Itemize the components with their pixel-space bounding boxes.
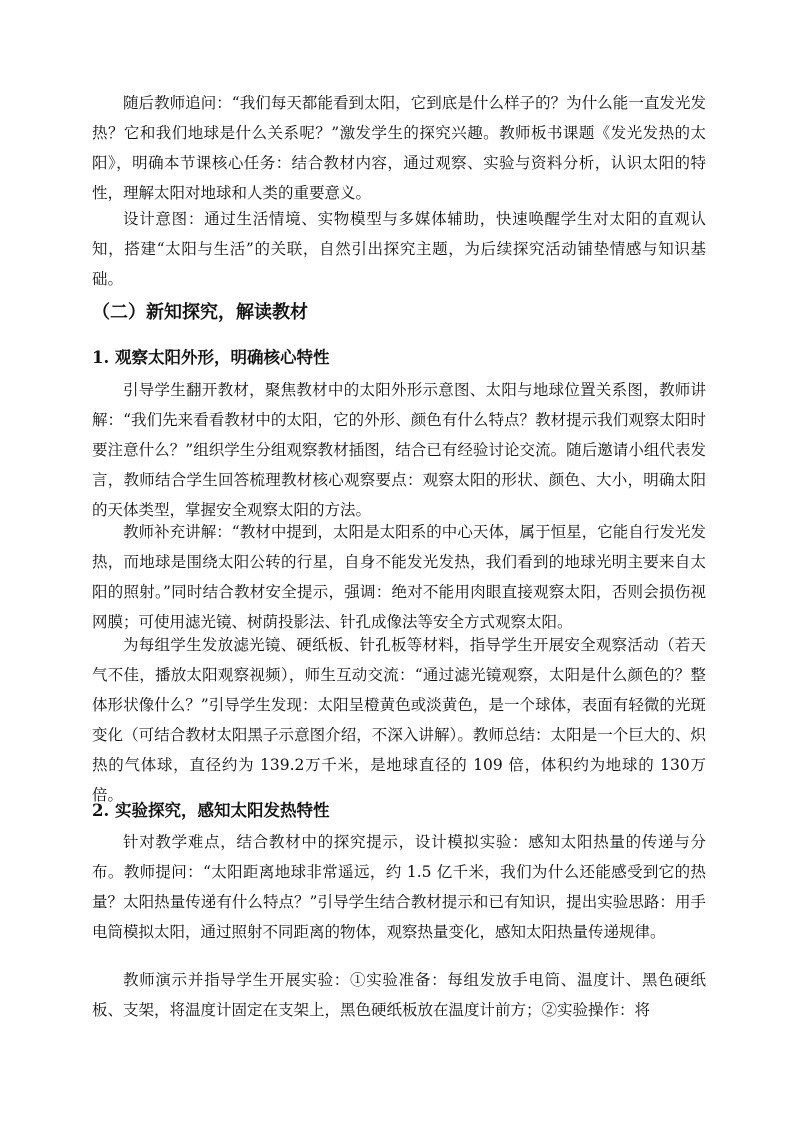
- paragraph-observe-textbook: 引导学生翻开教材，聚焦教材中的太阳外形示意图、太阳与地球位置关系图，教师讲解：“我们先来看看教材中的太阳，它的外形、颜色有什么特点？教材提示我们观察太阳时要注意什么？”组织学生分组观察教材插图，结合已有经验讨论交流。随后邀请小组代表发言，教师结合学生回答梳理教材核心观察要点：观察太阳的形状、颜色、大小，明确太阳的天体类型，掌握安全观察太阳的方法。: [92, 381, 706, 519]
- paragraph-teacher-question: 随后教师追问：“我们每天都能看到太阳，它到底是什么样子的？为什么能一直发光发热？它和我们地球是什么关系呢？”激发学生的探究兴趣。教师板书课题《发光发热的太阳》，明确本节课核心任务：结合教材内容，通过观察、实验与资料分析，认识太阳的特性，理解太阳对地球和人类的重要意义。: [92, 94, 706, 202]
- subheading-experiment: 2. 实验探究，感知太阳发热特性: [92, 801, 330, 820]
- paragraph-observation-activity: 为每组学生发放滤光镜、硬纸板、针孔板等材料，指导学生开展安全观察活动（若天气不佳，播放太阳观察视频），师生互动交流：“通过滤光镜观察，太阳是什么颜色的？整体形状像什么？”引导学生发现：太阳呈橙黄色或淡黄色，是一个球体，表面有轻微的光斑变化（可结合教材太阳黑子示意图介绍，不深入讲解）。教师总结：太阳是一个巨大的、炽热的气体球，直径约为 139.2万千米，是地球直径的 109 倍，体积约为地球的 130万倍。: [92, 636, 706, 804]
- paragraph-teacher-explanation: 教师补充讲解：“教材中提到，太阳是太阳系的中心天体，属于恒星，它能自行发光发热，而地球是围绕太阳公转的行星，自身不能发光发热，我们看到的地球光明主要来自太阳的照射。”同时结合教材安全提示，强调：绝对不能用肉眼直接观察太阳，否则会损伤视网膜；可使用滤光镜、树荫投影法、针孔成像法等安全方式观察太阳。: [92, 523, 706, 631]
- paragraph-experiment-steps: 教师演示并指导学生开展实验：①实验准备：每组发放手电筒、温度计、黑色硬纸板、支架，将温度计固定在支架上，黑色硬纸板放在温度计前方；②实验操作：将: [92, 971, 706, 1019]
- section-heading-new-knowledge: （二）新知探究，解读教材: [92, 302, 308, 323]
- paragraph-experiment-design: 针对教学难点，结合教材中的探究提示，设计模拟实验：感知太阳热量的传递与分布。教师提问：“太阳距离地球非常遥远，约 1.5 亿千米，我们为什么还能感受到它的热量？太阳热量传递有什么特点？”引导学生结合教材提示和已有知识，提出实验思路：用手电筒模拟太阳，通过照射不同距离的物体，观察热量变化，感知太阳热量传递规律。: [92, 833, 706, 941]
- paragraph-design-intent: 设计意图：通过生活情境、实物模型与多媒体辅助，快速唤醒学生对太阳的直观认知，搭建“太阳与生活”的关联，自然引出探究主题，为后续探究活动铺垫情感与知识基础。: [92, 210, 706, 288]
- subheading-observe-sun: 1. 观察太阳外形，明确核心特性: [92, 348, 330, 367]
